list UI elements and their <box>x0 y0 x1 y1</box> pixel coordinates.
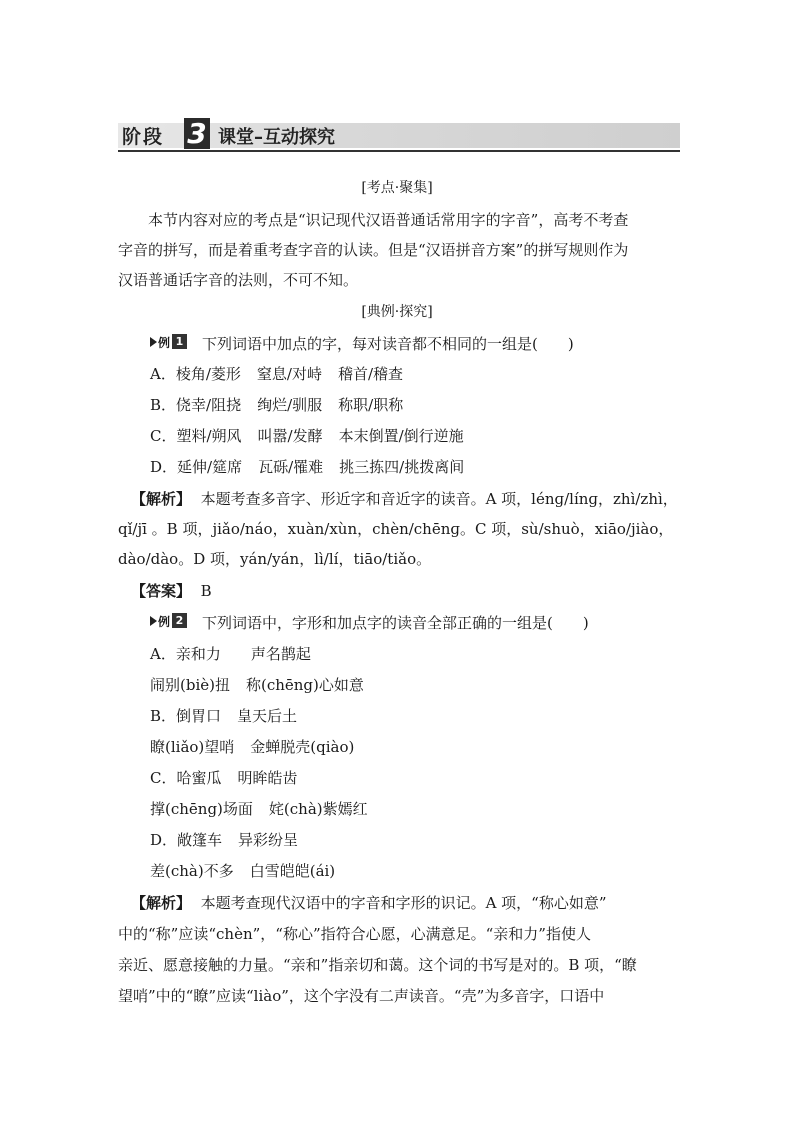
example1-badge <box>150 334 194 350</box>
example1-answer-label: 【答案】 <box>131 582 192 600</box>
kaodian-line-1: 本节内容对应的考点是“识记现代汉语普通话常用字的字音”，高考不考查 <box>148 211 629 229</box>
option-c-term-2: 叫嚣/发酵 <box>257 427 323 445</box>
option-b-term-3: 称职/职称 <box>338 396 404 414</box>
example2-analysis-line-3: 亲近、愿意接触的力量。“亲和”指亲切和蔼。这个词的书写是对的。B 项，“瞭 <box>118 956 637 974</box>
ex2-c-term-1: C．哈蜜瓜 <box>150 769 222 787</box>
example2-analysis-label: 【解析】 <box>131 894 192 912</box>
option-b-term-2: 绚烂/驯服 <box>257 396 323 414</box>
ex2-c-term-3: 撑(chēng)场面 <box>150 800 253 818</box>
ex2-a-term-1: A．亲和力 <box>150 645 221 663</box>
example2-analysis-text-1: 本题考查现代汉语中的字音和字形的识记。A 项，“称心如意” <box>200 894 607 912</box>
ex2-a-term-2: 声名鹊起 <box>250 645 311 663</box>
ex2-a-term-4: 称(chēng)心如意 <box>245 676 364 694</box>
banner-stage-label: 阶段 <box>122 126 165 148</box>
option-a-term-3: 稽首/稽查 <box>337 365 404 383</box>
example2-line-5 <box>150 768 298 788</box>
ex2-d-term-4: 白雪皑皑(ái) <box>249 862 336 880</box>
ex2-d-term-2: 异彩纷呈 <box>238 831 299 849</box>
option-a-term-1: A．棱角/菱形 <box>150 365 241 383</box>
example1-number: 1 <box>172 334 187 349</box>
example1-analysis-text-1: 本题考查多音字、形近字和音近字的读音。A 项，lénɡ/línɡ，zhì/zhì， <box>200 490 678 508</box>
example2-line-6 <box>150 799 368 819</box>
kaodian-line-2: 字音的拼写，而是着重考查字音的认读。但是“汉语拼音方案”的拼写规则作为 <box>118 241 629 259</box>
example1-option-c <box>150 426 464 446</box>
example2-line-2 <box>150 675 364 695</box>
ex2-b-term-3: 瞭(liǎo)望哨 <box>150 738 235 756</box>
example2-line-4 <box>150 737 354 757</box>
option-d-term-2: 瓦砾/罹难 <box>258 458 324 476</box>
ex2-c-term-2: 明眸皓齿 <box>237 769 298 787</box>
banner-title: 课堂–互动探究 <box>218 127 335 148</box>
ex2-b-term-4: 金蝉脱壳(qiào) <box>250 738 355 756</box>
example2-analysis-line-1 <box>131 893 607 913</box>
ex2-b-term-1: B．倒胃口 <box>150 707 222 725</box>
option-d-term-1: D．延伸/筵席 <box>150 458 243 476</box>
kaodian-line-3: 汉语普通话字音的法则，不可不知。 <box>118 271 359 289</box>
ex2-d-term-3: 差(chà)不多 <box>150 862 234 880</box>
ex2-a-term-3: 闹别(biè)扭 <box>150 676 230 694</box>
example2-tag: 例 <box>158 615 171 629</box>
example2-question <box>150 612 589 633</box>
example1-analysis-line-3: dào/dào。D 项，yán/yán，lì/lí，tiāo/tiǎo。 <box>118 550 432 568</box>
example2-badge <box>150 613 194 629</box>
section-banner <box>118 117 680 152</box>
example1-question <box>150 333 574 354</box>
example2-line-3 <box>150 706 297 726</box>
dianli-heading: [典例·探究] <box>361 304 433 320</box>
ex2-b-term-2: 皇天后土 <box>237 707 298 725</box>
option-d-term-3: 挑三拣四/挑拨离间 <box>339 458 465 476</box>
example1-answer-value: B <box>200 582 212 600</box>
example1-option-a <box>150 364 403 384</box>
option-a-term-2: 窒息/对峙 <box>256 365 322 383</box>
example2-line-7 <box>150 830 298 850</box>
example2-analysis-line-4: 望哨”中的“瞭”应读“liào”，这个字没有二声读音。“壳”为多音字，口语中 <box>118 987 605 1005</box>
example1-analysis-line-2: qǐ/jī 。B 项，jiǎo/náo，xuàn/xùn，chèn/chēnɡ。C 项，sù/shuò，xiāo/jiào， <box>118 520 674 538</box>
banner-stage-number: 3 <box>184 118 210 149</box>
example2-number: 2 <box>172 613 187 628</box>
example-arrow-icon <box>150 337 157 347</box>
ex2-c-term-4: 姹(chà)紫嫣红 <box>268 800 368 818</box>
example2-analysis-line-2: 中的“称”应读“chèn”，“称心”指符合心愿，心满意足。“亲和力”指使人 <box>118 925 591 943</box>
ex2-d-term-1: D．敞篷车 <box>150 831 223 849</box>
example1-tag: 例 <box>158 336 171 350</box>
example1-option-b <box>150 395 403 415</box>
example1-answer <box>131 581 212 601</box>
example2-line-8 <box>150 861 335 881</box>
example1-question-text: 下列词语中加点的字，每对读音都不相同的一组是( ) <box>202 335 574 353</box>
option-c-term-3: 本末倒置/倒行逆施 <box>338 427 464 445</box>
example1-analysis-line-1 <box>131 489 678 509</box>
example2-question-text: 下列词语中，字形和加点字的读音全部正确的一组是( ) <box>202 614 589 632</box>
example2-line-1 <box>150 644 311 664</box>
example-arrow-icon <box>150 616 157 626</box>
example1-analysis-label: 【解析】 <box>131 490 192 508</box>
kaodian-heading: [考点·聚集] <box>361 180 433 196</box>
option-c-term-1: C．塑料/朔风 <box>150 427 242 445</box>
option-b-term-1: B．侥幸/阻挠 <box>150 396 242 414</box>
example1-option-d <box>150 457 464 477</box>
